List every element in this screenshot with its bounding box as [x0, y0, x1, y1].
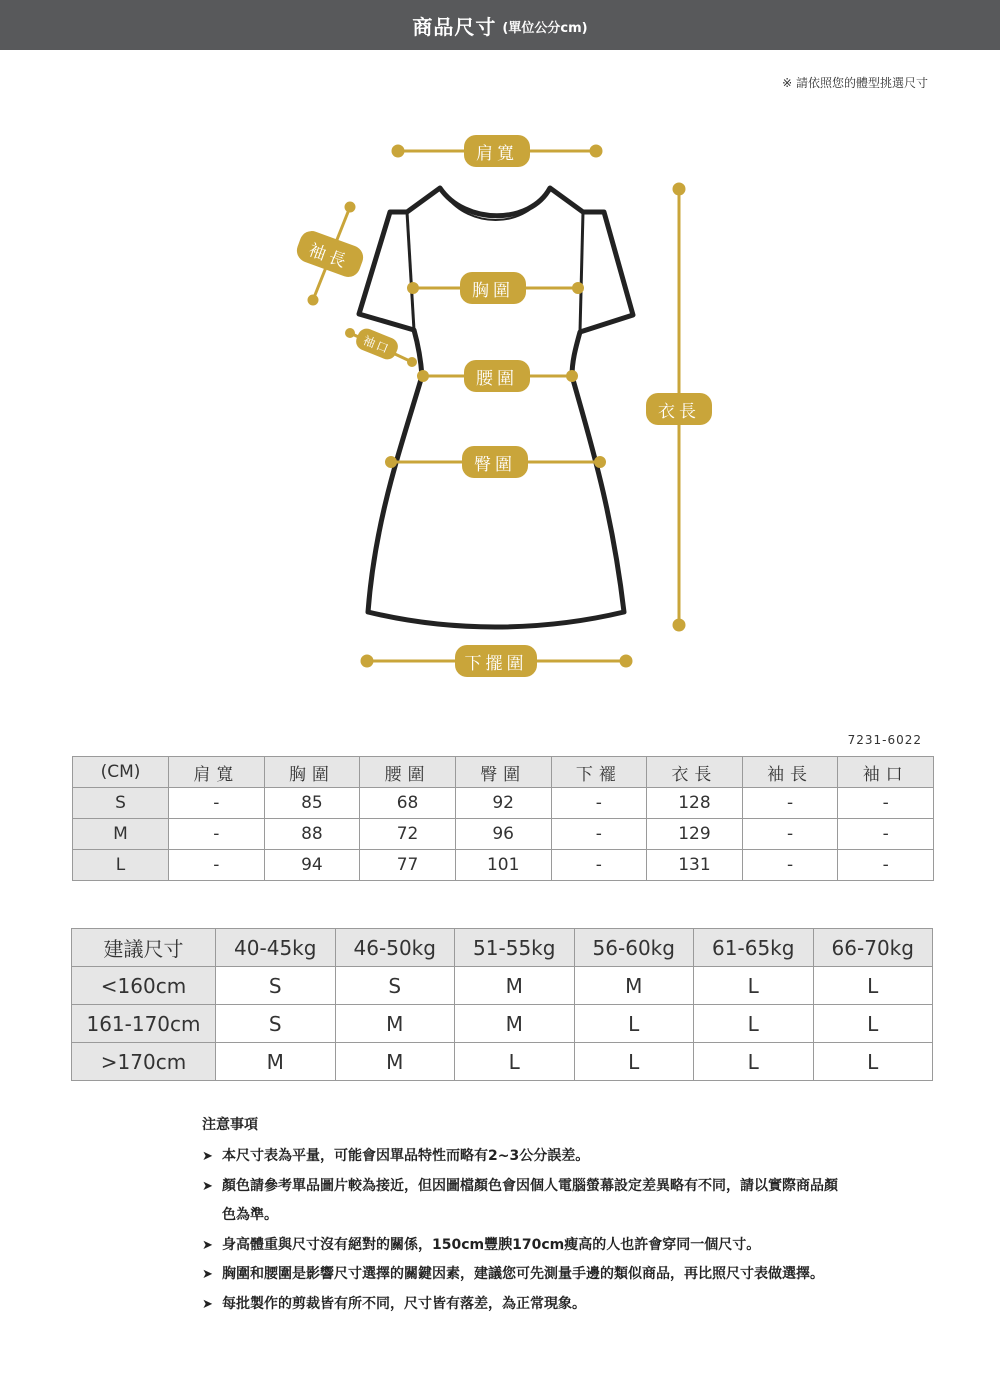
arrow-icon: ➤ — [202, 1178, 213, 1194]
header-cell: 46-50kg — [335, 929, 455, 967]
table-cell: S — [216, 967, 336, 1005]
header-cell: 肩寬 — [169, 757, 265, 788]
note-item — [202, 1231, 842, 1261]
arrow-icon: ➤ — [202, 1296, 213, 1312]
note-text: 顏色請參考單品圖片較為接近，但因圖檔顏色會因個人電腦螢幕設定差異略有不同，請以實際商品顏色為準。 — [222, 1177, 838, 1223]
table-cell: L — [813, 1005, 933, 1043]
table-cell: - — [742, 788, 838, 819]
arrow-icon: ➤ — [202, 1267, 213, 1282]
row-label: M — [73, 819, 169, 850]
header-cell: 61-65kg — [694, 929, 814, 967]
table-cell: - — [551, 819, 647, 850]
label-waist: 腰圍 — [464, 360, 530, 392]
page-header — [0, 0, 1000, 50]
table-cell: S — [335, 967, 455, 1005]
header-cell: 衣長 — [647, 757, 743, 788]
note-item — [202, 1260, 842, 1290]
table-cell: M — [335, 1005, 455, 1043]
table-cell: S — [216, 1005, 336, 1043]
row-label: L — [73, 850, 169, 881]
header-cell: 袖口 — [838, 757, 934, 788]
arrow-icon: ➤ — [202, 1149, 213, 1164]
table-cell: 72 — [360, 819, 456, 850]
table-cell: - — [838, 850, 934, 881]
header-cell: 袖長 — [742, 757, 838, 788]
table-cell: - — [169, 788, 265, 819]
table-row — [73, 850, 934, 881]
armhole-left — [407, 212, 414, 330]
table-cell: 131 — [647, 850, 743, 881]
label-sleeve-length: 袖長 — [294, 228, 367, 281]
table-cell: 68 — [360, 788, 456, 819]
table-cell: L — [694, 1043, 814, 1081]
table-cell: M — [335, 1043, 455, 1081]
table-cell: 88 — [264, 819, 360, 850]
table-row — [72, 967, 933, 1005]
table-cell: 92 — [455, 788, 551, 819]
note-item — [202, 1142, 842, 1172]
row-label: S — [73, 788, 169, 819]
header-cell: 51-55kg — [455, 929, 575, 967]
table-cell: - — [742, 819, 838, 850]
recommend-table — [71, 928, 933, 1081]
table-cell: - — [742, 850, 838, 881]
note-item — [202, 1172, 842, 1231]
header-cell: (CM) — [73, 757, 169, 788]
label-chest: 胸圍 — [460, 272, 526, 304]
row-label: <160cm — [72, 967, 216, 1005]
size-table — [72, 756, 934, 881]
table-row — [72, 1005, 933, 1043]
label-length: 衣長 — [646, 393, 712, 425]
label-hip: 臀圍 — [462, 446, 528, 478]
dress-outline-svg — [0, 100, 1000, 720]
note-text: 身高體重與尺寸沒有絕對的關係，150cm豐腴170cm瘦高的人也許會穿同一個尺寸。 — [222, 1236, 761, 1253]
header-unit: (單位公分cm) — [502, 21, 588, 36]
dress-diagram — [0, 100, 1000, 720]
table-cell: 77 — [360, 850, 456, 881]
header-cell: 臀圍 — [455, 757, 551, 788]
table-cell: - — [169, 819, 265, 850]
header-cell: 下襬 — [551, 757, 647, 788]
table-cell: L — [574, 1043, 694, 1081]
row-label: 161-170cm — [72, 1005, 216, 1043]
table-cell: 129 — [647, 819, 743, 850]
table-cell: L — [694, 1005, 814, 1043]
table-row — [73, 819, 934, 850]
table-cell: - — [551, 788, 647, 819]
note-text: 本尺寸表為平量，可能會因單品特性而略有2~3公分誤差。 — [222, 1148, 590, 1164]
table-cell: - — [838, 788, 934, 819]
table-cell: M — [574, 967, 694, 1005]
notes-title: 注意事項 — [202, 1117, 258, 1133]
label-shoulder: 肩寬 — [464, 135, 530, 167]
table-cell: L — [455, 1043, 575, 1081]
label-cuff: 袖口 — [353, 326, 400, 362]
table-row — [73, 788, 934, 819]
arrow-icon: ➤ — [202, 1237, 213, 1253]
recommend-table-header — [72, 929, 933, 967]
table-cell: M — [455, 967, 575, 1005]
product-code: 7231-6022 — [847, 733, 922, 747]
header-cell: 40-45kg — [216, 929, 336, 967]
table-cell: M — [455, 1005, 575, 1043]
size-tip: ※ 請依照您的體型挑選尺寸 — [782, 76, 928, 90]
note-text: 每批製作的剪裁皆有所不同，尺寸皆有落差，為正常現象。 — [222, 1295, 586, 1312]
table-cell: 101 — [455, 850, 551, 881]
size-table-header — [73, 757, 934, 788]
table-cell: L — [813, 1043, 933, 1081]
header-cell: 胸圍 — [264, 757, 360, 788]
table-cell: - — [551, 850, 647, 881]
table-cell: L — [694, 967, 814, 1005]
table-cell: 96 — [455, 819, 551, 850]
note-text: 胸圍和腰圍是影響尺寸選擇的關鍵因素，建議您可先測量手邊的類似商品，再比照尺寸表做選擇。 — [222, 1266, 824, 1282]
table-cell: - — [169, 850, 265, 881]
table-cell: 94 — [264, 850, 360, 881]
label-hem: 下擺圍 — [455, 645, 537, 677]
table-cell: 128 — [647, 788, 743, 819]
notes-section — [202, 1114, 842, 1319]
table-row — [72, 1043, 933, 1081]
note-item — [202, 1290, 842, 1320]
row-label: >170cm — [72, 1043, 216, 1081]
header-cell: 腰圍 — [360, 757, 456, 788]
table-cell: L — [574, 1005, 694, 1043]
header-cell: 56-60kg — [574, 929, 694, 967]
header-cell: 66-70kg — [813, 929, 933, 967]
table-cell: - — [838, 819, 934, 850]
table-cell: L — [813, 967, 933, 1005]
dress-outline — [359, 188, 633, 627]
header-cell: 建議尺寸 — [72, 929, 216, 967]
header-title: 商品尺寸 — [412, 14, 497, 39]
armhole-right — [580, 212, 583, 332]
table-cell: 85 — [264, 788, 360, 819]
table-cell: M — [216, 1043, 336, 1081]
